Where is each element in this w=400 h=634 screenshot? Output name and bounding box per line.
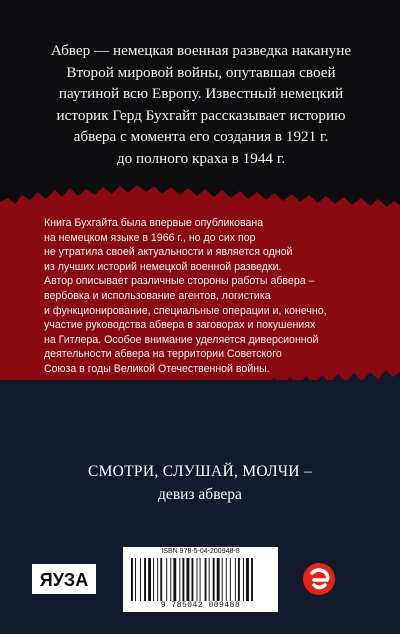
eksmo-logo <box>302 562 336 596</box>
barcode-bar <box>217 558 220 601</box>
barcode-bar <box>192 558 194 601</box>
description-line: Автор описывает различные стороны работы абвера – <box>44 275 315 288</box>
description-line: на Гитлера. Особое внимание уделяется диверсионной <box>44 333 319 346</box>
barcode-bar <box>209 558 210 601</box>
description-line: Союза в годы Великой Отечественной войны. <box>44 362 270 375</box>
barcode-bar <box>235 558 236 601</box>
barcode-bar <box>246 558 249 601</box>
barcode-bar <box>148 558 151 601</box>
barcode-panel <box>123 547 278 612</box>
barcode-bar <box>251 558 253 601</box>
description-line: и функционирование, специальные операции и, конечно, <box>44 304 327 317</box>
barcode-bar <box>170 558 171 601</box>
barcode-bar <box>135 558 136 601</box>
barcode-bar <box>140 558 141 601</box>
barcode-bar <box>243 558 244 601</box>
description-text <box>44 216 369 377</box>
intro-line: абвера с момента его создания в 1921 г. <box>73 128 329 145</box>
description-line: на немецком языке в 1966 г., но до сих пор <box>44 231 256 244</box>
description-line: из лучших историй немецкой военной разведки. <box>44 260 282 273</box>
barcode-bar <box>213 558 215 601</box>
barcode-bar <box>160 558 162 601</box>
barcode-bar <box>200 558 201 601</box>
motto: СМОТРИ, СЛУШАЙ, МОЛЧИ – <box>87 463 313 480</box>
intro-line: историк Герд Бухгайт рассказывает историю <box>56 106 346 124</box>
barcode-bar <box>153 558 154 601</box>
barcode-bar <box>166 558 167 601</box>
description-line: участие руководства абвера в заговорах и покушениях <box>44 319 316 332</box>
isbn-text: ISBN 978-5-04-200948-8 <box>161 548 240 555</box>
description-line: вербовка и использование агентов, логистика <box>44 289 271 302</box>
barcode-bar <box>230 558 231 601</box>
intro-line: до полного краха в 1944 г. <box>116 149 286 167</box>
barcode-bar <box>173 558 176 601</box>
barcode-bar <box>144 558 146 601</box>
barcode-bar <box>238 558 240 601</box>
intro-line: паутиной всю Европу. Известный немецкий <box>58 85 344 102</box>
intro-line: Второй мировой войны, опутавшая своей <box>66 63 336 81</box>
barcode-bar <box>187 558 190 601</box>
barcode-bar <box>197 558 198 601</box>
barcode-bar <box>157 558 158 601</box>
barcode-bar <box>182 558 184 601</box>
barcode-bar <box>205 558 207 601</box>
yauza-logo <box>32 564 96 594</box>
barcode-number: 9 785042 009488 <box>160 601 241 610</box>
description-line: не утратила своей актуальности и является одной <box>44 246 293 259</box>
intro-text <box>26 40 376 169</box>
description-line: деятельности абвера на территории Советского <box>44 348 282 361</box>
barcode-bar <box>131 558 133 601</box>
barcode-bar <box>179 558 180 601</box>
description-line: Книга Бухгайта была впервые опубликована <box>44 217 264 229</box>
motto-caption: девиз абвера <box>158 486 242 503</box>
barcode-bar <box>222 558 223 601</box>
intro-line: Абвер — немецкая военная разведка накануне <box>50 42 352 59</box>
barcode-bar <box>226 558 227 601</box>
yauza-logo-text: ЯУЗА <box>39 570 89 590</box>
barcode <box>129 558 272 601</box>
